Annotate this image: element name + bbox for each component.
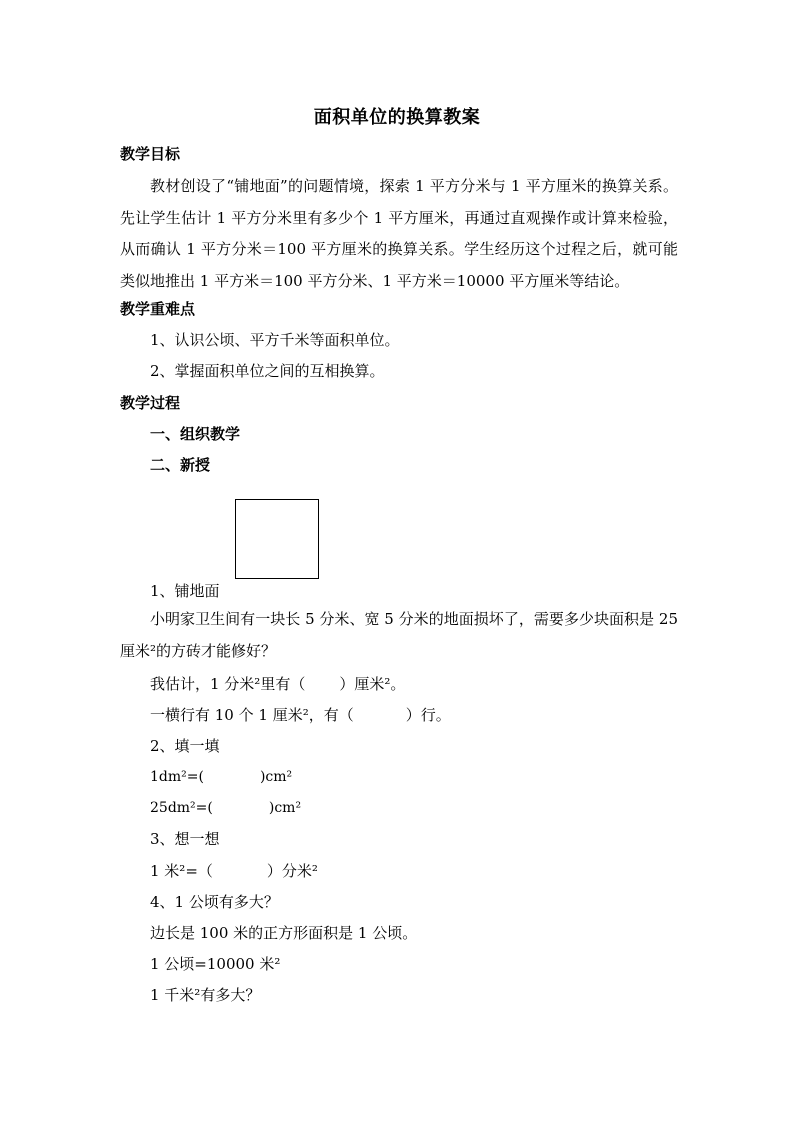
- hectare-definition: 边长是 100 米的正方形面积是 1 公顷。: [150, 924, 418, 942]
- page-title: 面积单位的换算教案: [313, 107, 481, 128]
- process-heading: 教学过程: [120, 394, 181, 412]
- key-points-heading: 教学重难点: [120, 300, 196, 318]
- square-diagram: [235, 499, 319, 579]
- row-suffix: ）行。: [405, 706, 451, 724]
- square-km-question: 1 千米²有多大？: [150, 986, 261, 1004]
- step-new-lesson-label: 二、新授: [150, 456, 211, 474]
- key-point-1: 1、认识公顷、平方千米等面积单位。: [150, 331, 400, 349]
- fill-line-1: [150, 766, 292, 788]
- step-new-lesson: [150, 454, 210, 476]
- item2-title: 2、填一填: [150, 737, 220, 755]
- goals-heading: 教学目标: [120, 145, 181, 163]
- fill1-prefix: 1dm²=(: [150, 769, 204, 785]
- think-prefix: 1 米²=（: [150, 862, 213, 880]
- estimate-suffix: ）厘米²。: [339, 675, 406, 693]
- key-point-2: 2、掌握面积单位之间的互相换算。: [150, 362, 385, 380]
- step-organize: [150, 423, 240, 445]
- estimate-line: [150, 673, 405, 695]
- step-organize-label: 一、组织教学: [150, 425, 241, 443]
- hectare-equation: 1 公顷=10000 米²: [150, 955, 281, 973]
- problem-paragraph: 小明家卫生间有一块长 5 分米、宽 5 分米的地面损坏了，需要多少块面积是 25 厘米²的方砖才能修好？: [120, 610, 678, 660]
- item1-title: 1、铺地面: [150, 582, 220, 600]
- item4-title: 4、1 公顷有多大？: [150, 893, 279, 911]
- row-prefix: 一横行有 10 个 1 厘米²，有（: [150, 706, 354, 724]
- row-line: [150, 704, 451, 726]
- goals-paragraph: 教材创设了“铺地面”的问题情境，探索 1 平方分米与 1 平方厘米的换算关系。先让学生估计 1 平方分米里有多少个 1 平方厘米，再通过直观操作或计算来检验，从而确认 1 平方分米＝100 平方厘米的换算关系。学生经历这个过程之后，就可能类似地推出 1 平方米＝100 平方分米、1 平方米＝10000 平方厘米等结论。: [120, 177, 678, 290]
- estimate-prefix: 我估计，1 分米²里有（: [150, 675, 306, 693]
- fill2-suffix: )cm²: [268, 800, 302, 816]
- fill2-prefix: 25dm²=(: [150, 800, 213, 816]
- fill-line-2: [150, 797, 301, 819]
- item3-title: 3、想一想: [150, 830, 220, 848]
- think-suffix: ）分米²: [266, 862, 318, 880]
- think-line: [150, 860, 318, 882]
- fill1-suffix: )cm²: [259, 769, 293, 785]
